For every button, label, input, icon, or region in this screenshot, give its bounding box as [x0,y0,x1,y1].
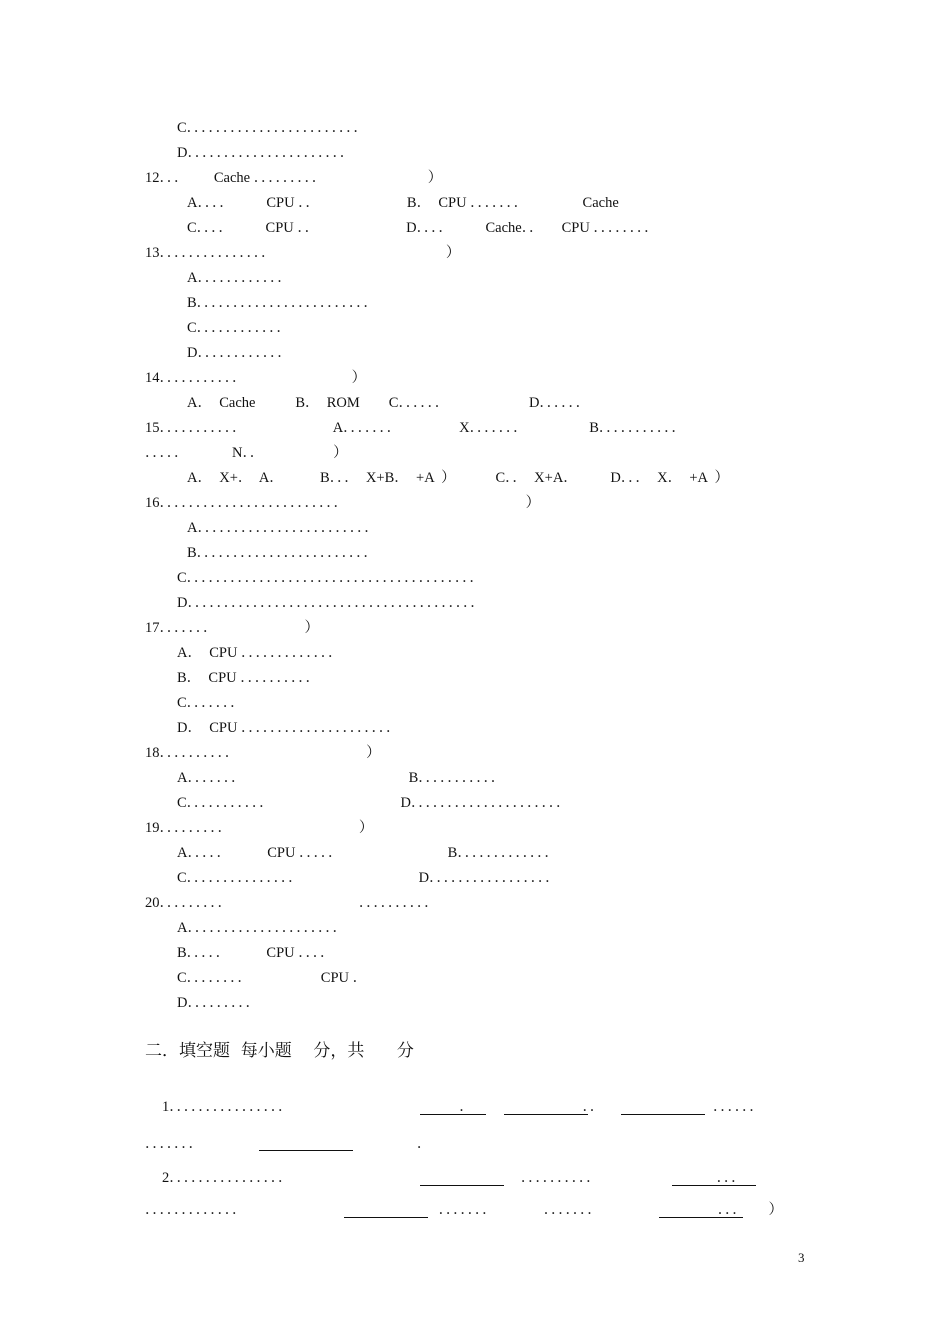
text-line: A． Cache B． ROM C．．．．．． D．．．．．． [187,395,591,411]
text-line: B．．．．．．．．．．．．．．．．．．．．．．．． [187,545,378,561]
text-line: C．．．．．．．．．．． D．．．．．．．．．．．．．．．．．．．．． [177,795,571,811]
text-line: C．．．．．．．．．．．．．．． D．．．．．．．．．．．．．．．．． [177,870,560,886]
answer-blank[interactable] [420,1114,486,1115]
text-line: ．．．．．．．．．．．．． ．．．．．．． ．．．．．．． ．．． ） [145,1202,783,1218]
text-line: A．．．． CPU ．． B． CPU ．．．．．．． Cache [187,195,619,211]
text-line: B．．．．．．．．．．．．．．．．．．．．．．．． [187,295,378,311]
text-line: ．．．．．．． ． [145,1136,432,1152]
answer-blank[interactable] [420,1185,504,1186]
text-line: 14．．．．．．．．．．． ） [145,370,367,386]
answer-blank[interactable] [659,1217,743,1218]
answer-blank[interactable] [259,1150,353,1151]
text-line: 17．．．．．．． ） [145,620,319,636]
text-line: B． CPU ．．．．．．．．．． [177,670,321,686]
text-line: A． X+． A． B．．． X+B． +A ） C．． X+A． D．．． X． +A ） [187,470,729,486]
text-line: C．．．．．．． [177,695,245,711]
text-line: D．．．．．．．．．．．．．．．．．．．．．． [177,145,355,161]
section-title: 二．填空题 每小题 分，共 分 [145,1041,414,1061]
text-line: 19．．．．．．．．． ） [145,820,374,836]
text-line: 20．．．．．．．．． ．．．．．．．．．． [145,895,439,911]
text-line: 2．．．．．．．．．．．．．．．． ．．．．．．．．．． ．．． [162,1170,746,1186]
text-line: 13．．．．．．．．．．．．．．． ） [145,245,461,261]
text-line: A． CPU ．．．．．．．．．．．．． [177,645,343,661]
answer-blank[interactable] [672,1185,756,1186]
text-line: B．．．．． CPU ．．．． [177,945,335,961]
text-line: A．．．．．．．．．．．．．．．．．．．．． [177,920,347,936]
text-line: 1．．．．．．．．．．．．．．．． ． ．． ．．．．．． [162,1099,764,1115]
page-number: 3 [798,1250,805,1265]
text-line: C．．．．．．．．．．．． [187,320,291,336]
text-line: A．．．．．．．．．．．． [187,270,292,286]
text-line: A．．．．．．．．．．．．．．．．．．．．．．．． [187,520,379,536]
answer-blank[interactable] [344,1217,428,1218]
text-line: A．．．．． CPU ．．．．． B．．．．．．．．．．．．． [177,845,559,861]
text-line: ．．．．． N．． ） [145,445,348,461]
text-line: C．．．．．．．． CPU ． [177,970,368,986]
text-line: 15．．．．．．．．．．． A．．．．．．． X．．．．．．． B．．．．．．．．．．． [145,420,686,436]
text-line: 12．．． Cache ．．．．．．．．． ） [145,170,443,186]
answer-blank[interactable] [504,1114,588,1115]
text-line: D．．．．．．．．．．．．．．．．．．．．．．．．．．．．．．．．．．．．．．．． [177,595,485,611]
text-line: D． CPU ．．．．．．．．．．．．．．．．．．．．． [177,720,401,736]
text-line: 18．．．．．．．．．． ） [145,745,381,761]
text-line: C．．．．．．．．．．．．．．．．．．．．．．．． [177,120,368,136]
text-line: A．．．．．．． B．．．．．．．．．．． [177,770,506,786]
text-line: C．．．．．．．．．．．．．．．．．．．．．．．．．．．．．．．．．．．．．．．． [177,570,484,586]
text-line: C．．．． CPU ．． D．．．． Cache．． CPU ．．．．．．．． [187,220,659,236]
text-line: D．．．．．．．．． [177,995,260,1011]
text-line: 16．．．．．．．．．．．．．．．．．．．．．．．．． ） [145,495,541,511]
text-line: D．．．．．．．．．．．． [187,345,292,361]
answer-blank[interactable] [621,1114,705,1115]
